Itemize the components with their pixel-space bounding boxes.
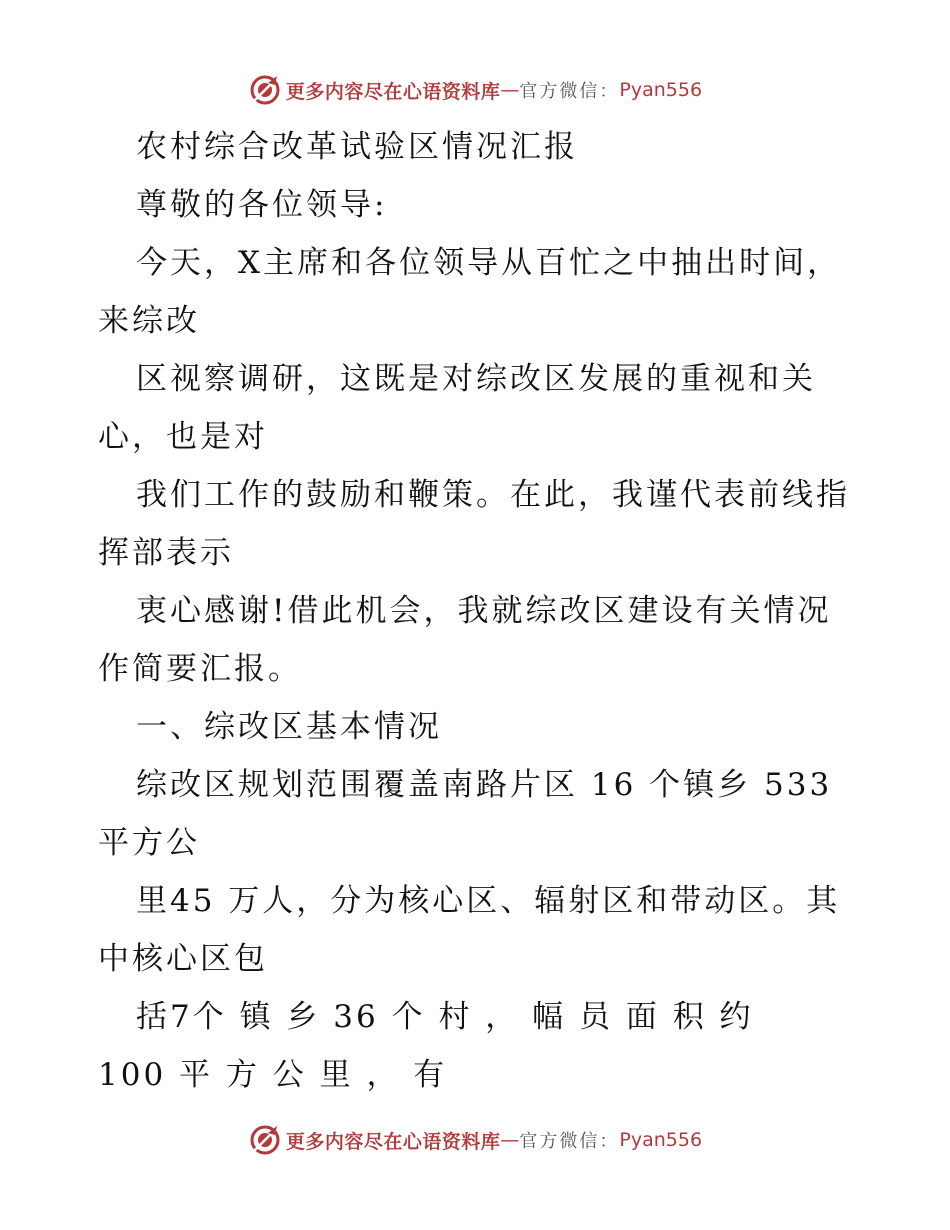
paragraph-line: 平方公: [98, 825, 200, 861]
document-title: 农村综合改革试验区情况汇报: [136, 129, 578, 165]
watermark-wechat-id: Pyan556: [619, 1129, 703, 1151]
watermark-dash: —: [500, 1129, 520, 1151]
paragraph-line: 100 平 方 公 里 ， 有: [98, 1057, 448, 1093]
paragraph-line: 今天，X主席和各位领导从百忙之中抽出时间，: [136, 245, 842, 281]
watermark-sub-text: 官方微信：: [519, 81, 620, 102]
paragraph-line: 括7个 镇 乡 36 个 村 ， 幅 员 面 积 约: [136, 999, 754, 1035]
salutation: 尊敬的各位领导:: [136, 187, 388, 223]
paragraph-line: 衷心感谢!借此机会，我就综改区建设有关情况: [136, 593, 832, 629]
watermark-dash: —: [500, 79, 520, 101]
paragraph-line: 挥部表示: [98, 535, 234, 571]
watermark-sub-text: 官方微信：: [519, 1131, 620, 1152]
document-body: [98, 118, 898, 1104]
watermark-main-text: 更多内容尽在心语资料库: [285, 80, 501, 103]
paragraph-line: 作简要汇报。: [98, 651, 302, 687]
paragraph-line: 中核心区包: [98, 941, 268, 977]
paragraph-line: 来综改: [98, 303, 200, 339]
pen-logo-icon: [248, 73, 282, 107]
paragraph-line: 我们工作的鼓励和鞭策。在此，我谨代表前线指: [136, 477, 850, 513]
paragraph-line: 心，也是对: [98, 419, 268, 455]
footer-watermark: [0, 1120, 950, 1160]
paragraph-line: 区视察调研，这既是对综改区发展的重视和关: [136, 361, 816, 397]
pen-logo-icon: [248, 1123, 282, 1157]
paragraph-line: 里45 万人，分为核心区、辐射区和带动区。其: [136, 883, 841, 919]
watermark-main-text: 更多内容尽在心语资料库: [285, 1130, 501, 1153]
section-heading: 一、综改区基本情况: [136, 709, 442, 745]
header-watermark: [0, 70, 950, 110]
watermark-wechat-id: Pyan556: [619, 79, 703, 101]
paragraph-line: 综改区规划范围覆盖南路片区 16 个镇乡 533: [136, 767, 833, 803]
